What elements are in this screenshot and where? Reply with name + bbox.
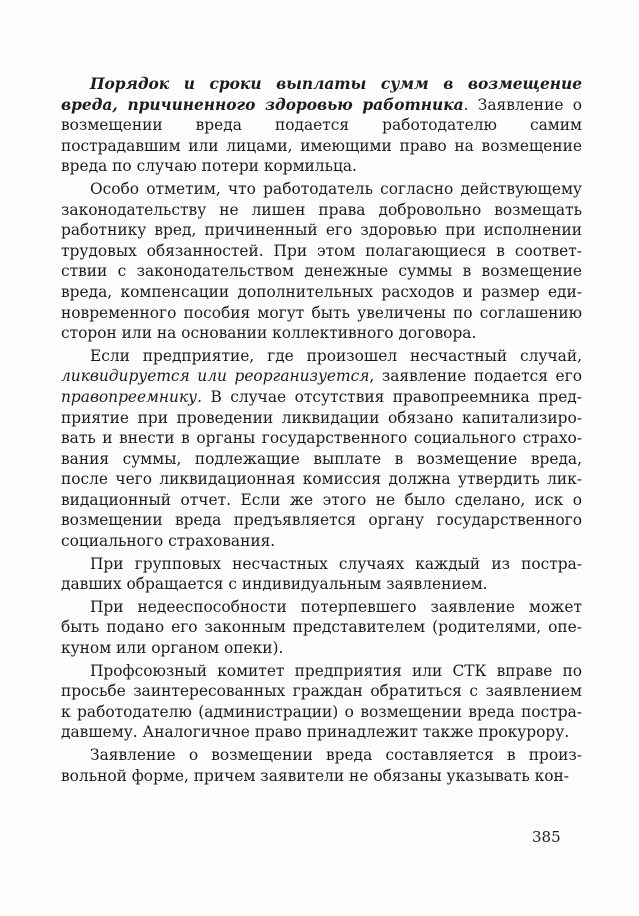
paragraph-liquidation bbox=[61, 346, 582, 552]
paragraph-incapacity bbox=[61, 597, 582, 659]
paragraph-text: Особо отметим, что работодатель согласно действующему законодательству не лишен права добровольно возмещать работнику вред, причиненный его здоровью при исполнении трудовых обязанностей. При этом полагающиеся в соответствии с законодательством денежные суммы в возмещение вреда, компенсации дополнительных расходов и размер единовременного пособия могут быть увеличены по соглашению сторон или на основании коллективного договора. bbox=[61, 179, 582, 343]
paragraph-text: . Заявление о возмещении вреда подается работодателю самим пострадавшим или лицами, имеющими право на возмещение вреда по случаю потери кормильца. bbox=[61, 95, 582, 176]
paragraph-voluntary-compensation bbox=[61, 179, 582, 344]
page-number: 385 bbox=[532, 828, 561, 846]
section-heading: Порядок и сроки выплаты сумм в возмещение вреда, причиненного здоровью работника bbox=[61, 75, 582, 114]
paragraph-text: При групповых несчастных случаях каждый из пострадавших обращается с индивидуальным заявлением. bbox=[61, 554, 582, 594]
paragraph-application-form bbox=[61, 745, 582, 786]
paragraph-text: При недееспособности потерпевшего заявление может быть подано его законным представителем (родителями, опекуном или органом опеки). bbox=[61, 597, 582, 658]
paragraph-text: Заявление о возмещении вреда составляется в произвольной форме, причем заявители не обязаны указывать кон- bbox=[61, 746, 582, 785]
paragraph-text: Профсоюзный комитет предприятия или СТК вправе по просьбе заинтересованных граждан обратиться с заявлением к работодателю (администрации) о возмещении вреда пострадавшему. Аналогичное право принадлежит также прокурору. bbox=[61, 661, 582, 742]
paragraph-payment-order bbox=[61, 74, 582, 177]
body-text bbox=[61, 74, 582, 788]
paragraph-text: . В случае отсутствия правопреемника предприятие при проведении ликвидации обязано капитализировать и внести в органы государственного социального страхования суммы, подлежащие выплате в возмещение вреда, после чего ликвидационная комиссия должна утвердить ликвидационный отчет. Если же этого не было сделано, иск о возмещении вреда предъявляется органу государственного социального страхования. bbox=[61, 387, 582, 551]
paragraph-text: Если предприятие, где произошел несчастный случай, bbox=[90, 346, 582, 365]
emphasis-text: правопреемнику bbox=[61, 387, 198, 406]
emphasis-text: ликвидируется или реорганизуется bbox=[61, 367, 370, 386]
paragraph-text: , заявление подается его bbox=[369, 367, 582, 386]
paragraph-trade-union bbox=[61, 661, 582, 743]
paragraph-group-accidents bbox=[61, 554, 582, 595]
